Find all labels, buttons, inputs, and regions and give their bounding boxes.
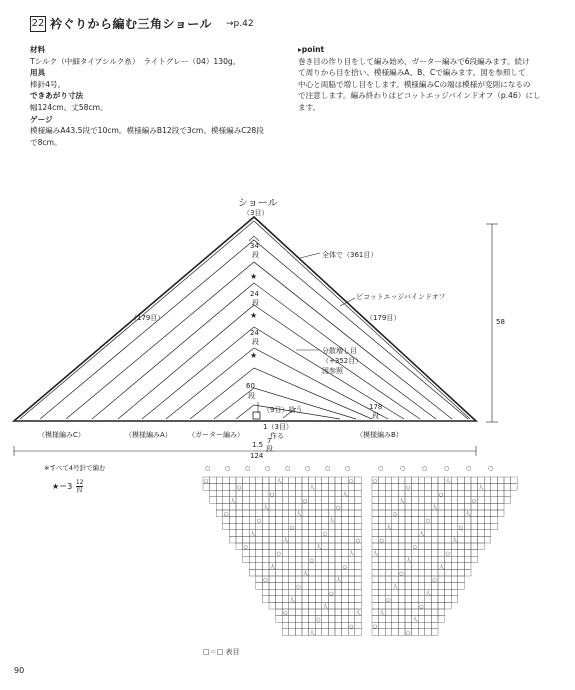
- svg-text:○: ○: [349, 623, 354, 630]
- svg-text:○: ○: [263, 577, 268, 584]
- svg-text:○: ○: [445, 551, 450, 558]
- svg-text:○: ○: [276, 551, 281, 558]
- rows-60-label: 60: [246, 382, 255, 390]
- garter-label: （ガーター編み）: [188, 431, 244, 439]
- svg-text:○: ○: [329, 590, 334, 597]
- svg-text:○: ○: [342, 564, 347, 571]
- svg-text:○: ○: [444, 465, 450, 472]
- svg-text:人: 人: [452, 538, 458, 544]
- right-side-count: （179目）: [366, 314, 401, 322]
- total-stitches-label: 全体で（361目）: [322, 251, 378, 259]
- svg-text:○: ○: [355, 538, 361, 544]
- svg-text:人: 人: [336, 577, 342, 584]
- chart-left-grid: [203, 477, 361, 636]
- svg-text:○: ○: [305, 465, 311, 472]
- rows-178-unit: 段: [372, 412, 379, 420]
- svg-text:人: 人: [283, 538, 289, 544]
- bindoff-label: ピコットエッジバインドオフ: [356, 293, 446, 301]
- chart-right-top-marks: [378, 465, 493, 472]
- svg-text:○: ○: [406, 485, 411, 492]
- increase-label-1: 分散増し目: [322, 347, 357, 355]
- svg-text:人: 人: [270, 564, 276, 571]
- svg-text:人: 人: [355, 610, 361, 617]
- svg-text:○: ○: [419, 604, 424, 610]
- left-side-count: （179目）: [130, 314, 165, 322]
- rows-24a-unit: 段: [252, 299, 259, 307]
- tools-text: 棒針4号。: [30, 79, 66, 89]
- dim-7: 7: [267, 437, 272, 445]
- svg-text:○: ○: [285, 465, 291, 472]
- pattern-c-label: （模様編みC）: [38, 431, 85, 439]
- svg-text:○: ○: [283, 610, 288, 617]
- svg-text:人: 人: [392, 584, 398, 591]
- svg-text:○: ○: [488, 465, 494, 472]
- gauge-line-2: で8cm。: [30, 137, 62, 147]
- point-line-1: 巻き目の作り目をして編み始め、ガーター編みで6段編みます。続け: [298, 56, 530, 66]
- svg-text:人: 人: [303, 571, 309, 577]
- svg-text:○: ○: [425, 518, 431, 525]
- svg-text:人: 人: [250, 531, 256, 538]
- svg-text:人: 人: [316, 544, 322, 551]
- rows-178-label: 178: [369, 403, 383, 411]
- svg-text:人: 人: [349, 551, 355, 558]
- page-number: 90: [14, 666, 25, 675]
- svg-text:○: ○: [379, 538, 384, 544]
- chart-left-top-marks: [205, 465, 350, 472]
- dim-7-unit: 段: [266, 445, 273, 453]
- page-reference: →p.42: [226, 19, 254, 29]
- size-text: 幅124cm、丈58cm。: [30, 102, 108, 112]
- svg-text:人: 人: [439, 564, 445, 571]
- svg-text:○: ○: [439, 491, 444, 498]
- rows-60-unit: 段: [248, 392, 255, 400]
- svg-text:○: ○: [412, 544, 417, 551]
- needle-note: ※すべて4号針で編む: [44, 464, 106, 472]
- svg-text:○: ○: [378, 465, 384, 472]
- materials-text: Tシルク（中細タイプシルク糸） ライトグレー（04）130g。: [30, 56, 241, 66]
- rows-24b-label: 24: [250, 329, 259, 337]
- svg-text:○: ○: [399, 571, 404, 577]
- svg-text:○: ○: [336, 505, 341, 511]
- svg-text:○: ○: [458, 524, 464, 531]
- svg-text:○: ○: [225, 465, 231, 472]
- svg-text:★: ★: [250, 351, 258, 360]
- increase-label-3: 図参照: [322, 367, 343, 375]
- pattern-title: 衿ぐりから編む三角ショール: [50, 17, 213, 31]
- dim-1-5: 1.5: [252, 441, 264, 449]
- star-num: 12: [75, 479, 84, 486]
- gauge-heading: ゲージ: [30, 114, 53, 124]
- star-den: 段: [76, 487, 83, 494]
- svg-text:人: 人: [373, 551, 379, 558]
- svg-text:○: ○: [243, 544, 248, 551]
- svg-text:人: 人: [445, 478, 451, 485]
- rows-34-unit: 段: [252, 251, 259, 259]
- point-heading: ▸point: [298, 45, 325, 54]
- rows-34-label: 34: [250, 242, 259, 250]
- svg-text:○: ○: [322, 531, 328, 538]
- svg-text:○: ○: [400, 465, 406, 472]
- svg-text:人: 人: [230, 498, 236, 505]
- svg-text:人: 人: [309, 630, 315, 637]
- svg-text:人: 人: [263, 505, 269, 511]
- svg-text:○: ○: [472, 498, 477, 505]
- svg-text:人: 人: [432, 505, 438, 511]
- svg-text:○: ○: [345, 465, 351, 472]
- svg-text:○: ○: [256, 518, 262, 525]
- point-line-5: ます。: [298, 102, 321, 112]
- shawl-title: ショール: [238, 198, 278, 209]
- svg-text:人: 人: [296, 511, 302, 518]
- svg-text:○: ○: [270, 491, 275, 498]
- svg-text:○: ○: [265, 465, 271, 472]
- rows-24a-label: 24: [250, 290, 259, 298]
- width-label: 124: [250, 452, 264, 460]
- gauge-line-1: 模様編みA43.5段で10cm。模様編みB12段で3cm、模様編みC28段: [30, 126, 264, 136]
- pickup-label: （9目）拾う: [263, 406, 303, 414]
- svg-text:○: ○: [432, 577, 437, 584]
- svg-text:○: ○: [237, 485, 242, 492]
- pattern-b-label: （模様編みB）: [356, 431, 403, 439]
- cast-on-label-1: 1（3目）: [263, 423, 293, 431]
- svg-text:人: 人: [419, 531, 425, 538]
- svg-text:人: 人: [478, 485, 484, 492]
- svg-text:○: ○: [303, 498, 308, 505]
- svg-text:○: ○: [205, 465, 211, 472]
- materials-heading: 材料: [30, 45, 46, 54]
- pattern-number-box: 22: [30, 16, 46, 32]
- chart-legend: □＝□ 表目: [203, 648, 240, 656]
- svg-text:○: ○: [245, 465, 251, 472]
- svg-text:★: ★: [250, 311, 258, 320]
- svg-text:○: ○: [373, 623, 378, 630]
- svg-text:○: ○: [223, 511, 229, 518]
- svg-text:人: 人: [276, 478, 282, 485]
- svg-text:○: ○: [296, 584, 301, 591]
- svg-text:○: ○: [422, 465, 428, 472]
- svg-text:人: 人: [309, 485, 315, 492]
- point-line-2: て周りから目を拾い、模様編みA、B、Cで編みます。図を参照して: [298, 68, 526, 78]
- tools-heading: 用具: [30, 68, 46, 78]
- svg-text:○: ○: [309, 557, 314, 564]
- pattern-a-label: （模様編みA）: [125, 431, 172, 439]
- svg-text:○: ○: [406, 630, 411, 637]
- svg-text:○: ○: [386, 597, 391, 604]
- height-label: 58: [496, 318, 505, 326]
- svg-text:人: 人: [386, 524, 392, 531]
- svg-text:人: 人: [322, 604, 328, 610]
- svg-text:人: 人: [425, 590, 431, 597]
- svg-text:○: ○: [392, 511, 398, 518]
- apex-count-label: （3目）: [243, 209, 269, 217]
- chart-right-grid: [372, 477, 517, 636]
- rows-24b-unit: 段: [252, 338, 259, 346]
- svg-text:人: 人: [342, 491, 348, 498]
- svg-text:○: ○: [289, 524, 295, 531]
- svg-text:人: 人: [399, 498, 405, 505]
- increase-label-2: （+352目）: [322, 357, 363, 365]
- svg-text:○: ○: [373, 478, 378, 485]
- svg-text:人: 人: [412, 617, 418, 624]
- svg-text:人: 人: [379, 610, 385, 617]
- svg-text:人: 人: [329, 518, 335, 525]
- svg-text:人: 人: [465, 511, 471, 518]
- star-equation-text: ★＝3: [52, 482, 73, 491]
- svg-text:★: ★: [250, 272, 258, 281]
- svg-text:○: ○: [316, 617, 321, 624]
- svg-text:○: ○: [466, 465, 472, 472]
- cast-on-label-2: 作る: [270, 432, 284, 440]
- svg-text:人: 人: [406, 557, 412, 564]
- point-line-4: で注意します。編み終わりはピコットエッジバインドオフ（p.46）にし: [298, 91, 541, 101]
- svg-text:○: ○: [325, 465, 331, 472]
- svg-text:人: 人: [289, 597, 295, 604]
- point-line-3: 中心と両脇で増し目をします。模様編みCの端は模様が変則になるの: [298, 79, 531, 89]
- svg-text:○: ○: [349, 478, 354, 485]
- size-heading: できあがり寸法: [30, 91, 84, 101]
- svg-text:○: ○: [204, 478, 209, 485]
